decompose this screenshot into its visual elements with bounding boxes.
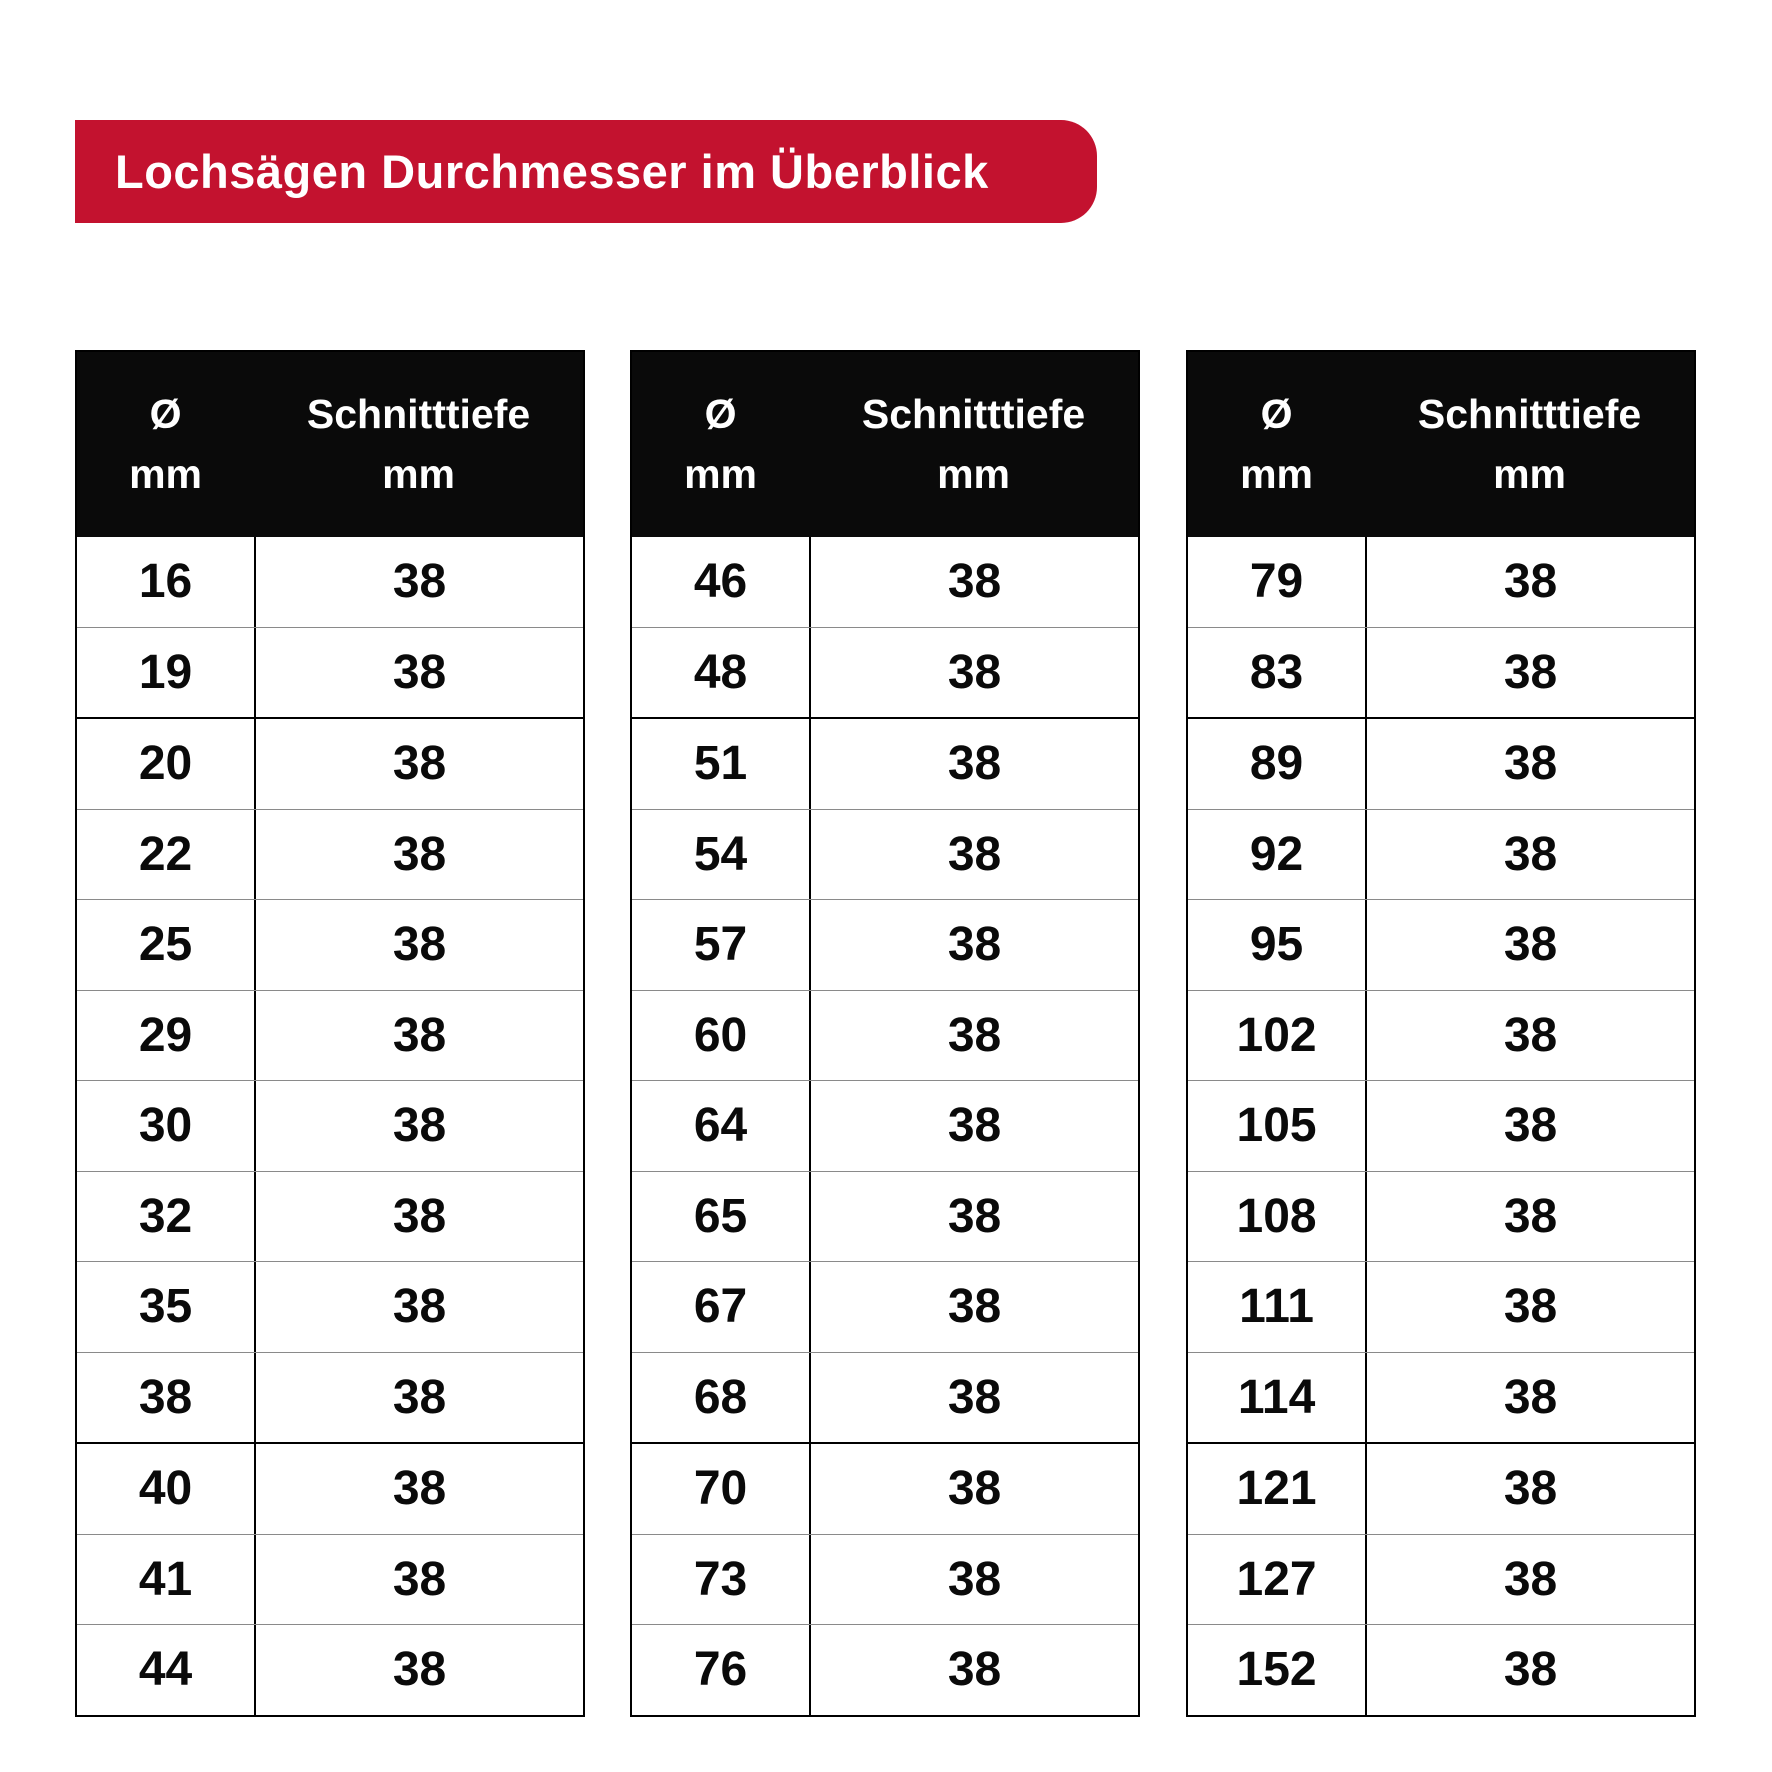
table-row bbox=[1188, 1171, 1694, 1262]
diameter-value: 51 bbox=[693, 737, 748, 791]
cut-depth-value: 38 bbox=[1365, 810, 1694, 900]
diameter-value: 20 bbox=[138, 737, 193, 791]
cut-depth-value: 38 bbox=[1365, 1353, 1694, 1443]
diameter-value: 83 bbox=[1249, 645, 1304, 699]
cut-depth-value: 38 bbox=[809, 1172, 1138, 1262]
diameter-unit: mm bbox=[129, 450, 202, 497]
table-row bbox=[632, 1442, 1138, 1534]
cut-depth-value: 38 bbox=[1365, 1535, 1694, 1625]
header-cut-depth bbox=[254, 352, 583, 537]
diameter-symbol: Ø bbox=[704, 391, 737, 438]
diameter-value: 70 bbox=[693, 1462, 748, 1516]
table-row bbox=[1188, 1261, 1694, 1352]
cut-depth-value: 38 bbox=[1365, 537, 1694, 627]
diameter-value: 95 bbox=[1249, 918, 1304, 972]
diameter-value: 35 bbox=[138, 1280, 193, 1334]
diameter-value: 60 bbox=[693, 1008, 748, 1062]
diameter-value: 114 bbox=[1237, 1370, 1316, 1424]
diameter-value: 44 bbox=[138, 1643, 193, 1697]
page-title: Lochsägen Durchmesser im Überblick bbox=[115, 145, 989, 198]
diameter-symbol: Ø bbox=[149, 391, 182, 438]
table-row bbox=[77, 899, 583, 990]
diameter-value: 29 bbox=[138, 1008, 193, 1062]
diameter-value: 68 bbox=[693, 1370, 748, 1424]
table-row bbox=[1188, 1624, 1694, 1715]
table-medium-diameters bbox=[630, 350, 1140, 1717]
cut-depth-label: Schnitttiefe bbox=[861, 391, 1086, 438]
table-row bbox=[632, 899, 1138, 990]
diameter-value: 64 bbox=[693, 1099, 748, 1153]
diameter-value: 22 bbox=[138, 827, 193, 881]
cut-depth-value: 38 bbox=[809, 1262, 1138, 1352]
diameter-value: 108 bbox=[1236, 1189, 1317, 1243]
cut-depth-value: 38 bbox=[1365, 1444, 1694, 1534]
cut-depth-value: 38 bbox=[809, 1353, 1138, 1443]
header-cut-depth bbox=[1365, 352, 1694, 537]
table-large-diameters bbox=[1186, 350, 1696, 1717]
diameter-value: 105 bbox=[1236, 1099, 1317, 1153]
cut-depth-value: 38 bbox=[1365, 900, 1694, 990]
table-row bbox=[632, 1352, 1138, 1443]
cut-depth-value: 38 bbox=[1365, 991, 1694, 1081]
cut-depth-value: 38 bbox=[809, 719, 1138, 809]
diameter-value: 57 bbox=[693, 918, 748, 972]
cut-depth-value: 38 bbox=[254, 900, 583, 990]
cut-depth-value: 38 bbox=[1365, 628, 1694, 718]
diameter-value: 25 bbox=[138, 918, 193, 972]
title-banner bbox=[75, 120, 1097, 223]
table-row bbox=[77, 1352, 583, 1443]
diameter-value: 67 bbox=[693, 1280, 748, 1334]
table-body bbox=[1188, 537, 1694, 1715]
header-diameter bbox=[77, 352, 254, 537]
table-row bbox=[77, 1624, 583, 1715]
cut-depth-value: 38 bbox=[254, 1081, 583, 1171]
cut-depth-unit: mm bbox=[382, 450, 455, 497]
table-row bbox=[1188, 1442, 1694, 1534]
diameter-value: 121 bbox=[1236, 1462, 1317, 1516]
cut-depth-unit: mm bbox=[1493, 450, 1566, 497]
cut-depth-value: 38 bbox=[254, 810, 583, 900]
diameter-value: 92 bbox=[1249, 827, 1304, 881]
table-body bbox=[632, 537, 1138, 1715]
table-row bbox=[632, 990, 1138, 1081]
diameter-value: 54 bbox=[693, 827, 748, 881]
table-row bbox=[1188, 990, 1694, 1081]
diameter-value: 32 bbox=[138, 1189, 193, 1243]
table-row bbox=[77, 627, 583, 718]
diameter-value: 76 bbox=[693, 1643, 748, 1697]
diameter-value: 38 bbox=[138, 1370, 193, 1424]
diameter-value: 40 bbox=[138, 1462, 193, 1516]
cut-depth-value: 38 bbox=[254, 1444, 583, 1534]
table-row bbox=[1188, 809, 1694, 900]
table-row bbox=[1188, 717, 1694, 809]
cut-depth-value: 38 bbox=[1365, 1081, 1694, 1171]
cut-depth-unit: mm bbox=[937, 450, 1010, 497]
diameter-value: 16 bbox=[138, 555, 193, 609]
header-diameter bbox=[632, 352, 809, 537]
diameter-value: 111 bbox=[1239, 1280, 1314, 1334]
table-row bbox=[77, 1080, 583, 1171]
diameter-symbol: Ø bbox=[1260, 391, 1293, 438]
cut-depth-value: 38 bbox=[1365, 719, 1694, 809]
cut-depth-value: 38 bbox=[809, 628, 1138, 718]
cut-depth-value: 38 bbox=[809, 1535, 1138, 1625]
cut-depth-value: 38 bbox=[1365, 1262, 1694, 1352]
table-row bbox=[1188, 899, 1694, 990]
diameter-value: 73 bbox=[693, 1552, 748, 1606]
diameter-value: 65 bbox=[693, 1189, 748, 1243]
cut-depth-value: 38 bbox=[809, 991, 1138, 1081]
table-row bbox=[77, 1171, 583, 1262]
table-row bbox=[632, 1080, 1138, 1171]
cut-depth-value: 38 bbox=[809, 1625, 1138, 1715]
table-row bbox=[632, 1261, 1138, 1352]
cut-depth-value: 38 bbox=[254, 537, 583, 627]
header-cut-depth bbox=[809, 352, 1138, 537]
diameter-value: 102 bbox=[1236, 1008, 1317, 1062]
cut-depth-value: 38 bbox=[254, 1625, 583, 1715]
header-diameter bbox=[1188, 352, 1365, 537]
cut-depth-value: 38 bbox=[254, 719, 583, 809]
diameter-value: 48 bbox=[693, 645, 748, 699]
cut-depth-value: 38 bbox=[809, 537, 1138, 627]
diameter-value: 79 bbox=[1249, 555, 1304, 609]
diameter-value: 46 bbox=[693, 555, 748, 609]
table-row bbox=[632, 1171, 1138, 1262]
cut-depth-label: Schnitttiefe bbox=[1417, 391, 1642, 438]
cut-depth-value: 38 bbox=[254, 628, 583, 718]
cut-depth-value: 38 bbox=[809, 810, 1138, 900]
table-row bbox=[77, 809, 583, 900]
cut-depth-value: 38 bbox=[1365, 1625, 1694, 1715]
table-row bbox=[1188, 1080, 1694, 1171]
diameter-value: 89 bbox=[1249, 737, 1304, 791]
table-header bbox=[1188, 352, 1694, 537]
cut-depth-value: 38 bbox=[809, 900, 1138, 990]
cut-depth-label: Schnitttiefe bbox=[306, 391, 531, 438]
table-row bbox=[632, 1624, 1138, 1715]
table-header bbox=[632, 352, 1138, 537]
table-row bbox=[77, 1534, 583, 1625]
diameter-unit: mm bbox=[1240, 450, 1313, 497]
table-row bbox=[632, 537, 1138, 627]
cut-depth-value: 38 bbox=[254, 991, 583, 1081]
diameter-value: 127 bbox=[1236, 1552, 1317, 1606]
diameter-unit: mm bbox=[684, 450, 757, 497]
table-row bbox=[77, 990, 583, 1081]
cut-depth-value: 38 bbox=[254, 1535, 583, 1625]
diameter-value: 41 bbox=[138, 1552, 193, 1606]
table-row bbox=[77, 1442, 583, 1534]
table-row bbox=[77, 717, 583, 809]
table-body bbox=[77, 537, 583, 1715]
table-row bbox=[632, 627, 1138, 718]
cut-depth-value: 38 bbox=[254, 1262, 583, 1352]
table-row bbox=[1188, 1534, 1694, 1625]
diameter-value: 152 bbox=[1236, 1643, 1317, 1697]
table-row bbox=[1188, 627, 1694, 718]
cut-depth-value: 38 bbox=[1365, 1172, 1694, 1262]
diameter-value: 19 bbox=[138, 645, 193, 699]
table-row bbox=[77, 537, 583, 627]
table-row bbox=[1188, 1352, 1694, 1443]
table-row bbox=[632, 1534, 1138, 1625]
table-row bbox=[1188, 537, 1694, 627]
table-small-diameters bbox=[75, 350, 585, 1717]
table-header bbox=[77, 352, 583, 537]
cut-depth-value: 38 bbox=[809, 1444, 1138, 1534]
table-row bbox=[77, 1261, 583, 1352]
diameter-value: 30 bbox=[138, 1099, 193, 1153]
table-row bbox=[632, 809, 1138, 900]
table-row bbox=[632, 717, 1138, 809]
cut-depth-value: 38 bbox=[254, 1172, 583, 1262]
cut-depth-value: 38 bbox=[254, 1353, 583, 1443]
cut-depth-value: 38 bbox=[809, 1081, 1138, 1171]
